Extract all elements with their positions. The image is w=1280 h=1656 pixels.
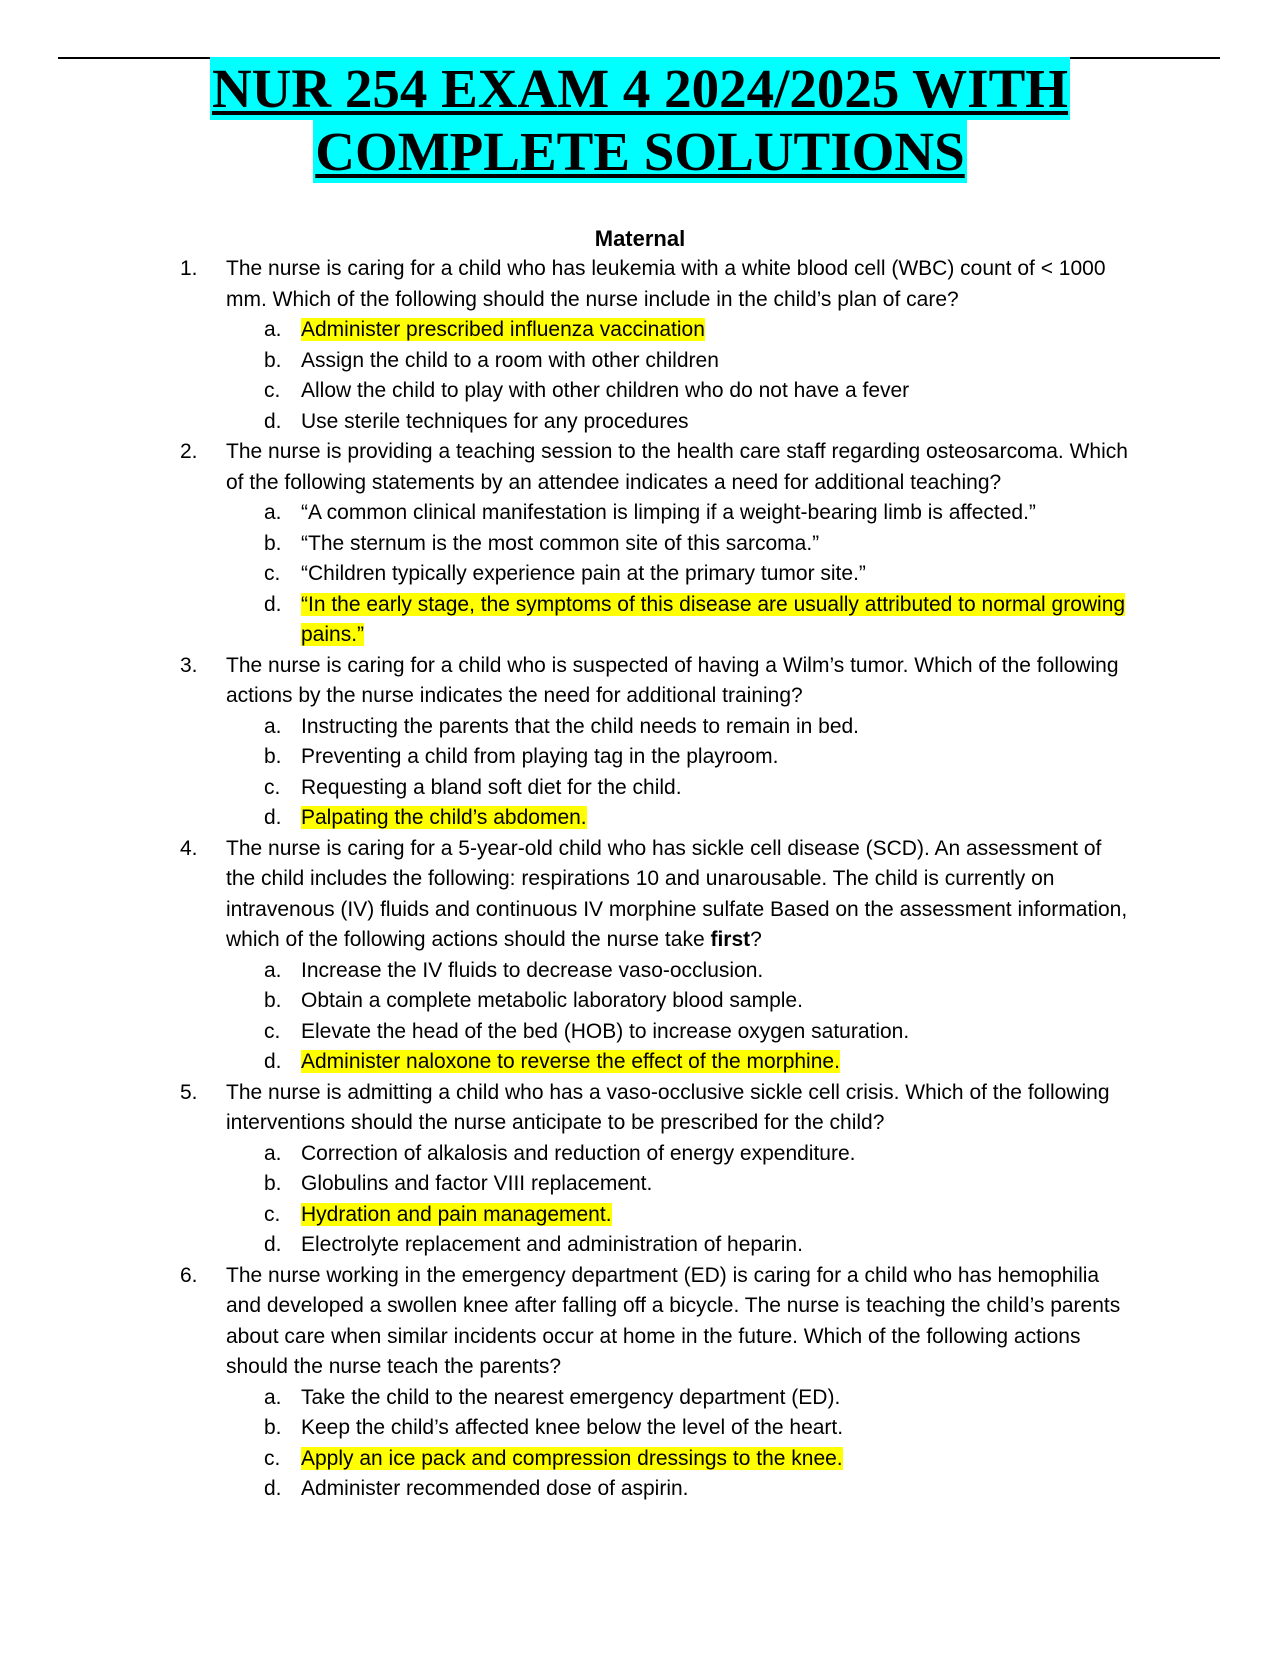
- option-text: “A common clinical manifestation is limping if a weight-bearing limb is affected.”: [301, 501, 1036, 524]
- option-d: [226, 1230, 1130, 1261]
- option-text: Electrolyte replacement and administration of heparin.: [301, 1233, 803, 1256]
- option-d: [226, 1474, 1130, 1505]
- option-letter: a.: [264, 501, 282, 524]
- question-emphasis: first: [710, 928, 751, 951]
- option-text: Assign the child to a room with other children: [301, 348, 719, 372]
- option-list: [226, 498, 1130, 651]
- option-text: Globulins and factor VIII replacement.: [301, 1172, 653, 1195]
- option-letter: d.: [264, 1050, 282, 1073]
- option-a: [226, 1383, 1130, 1414]
- question-text: The nurse is caring for a child who has leukemia with a white blood cell (WBC) count of < 1000 mm. Which of the following should the nurse include in the child’s plan of care?: [226, 257, 1106, 311]
- option-letter: b.: [264, 989, 282, 1012]
- option-text: Requesting a bland soft diet for the child.: [301, 775, 682, 799]
- title-line-2: COMPLETE SOLUTIONS: [315, 121, 965, 182]
- question-number: 2.: [180, 440, 198, 463]
- option-a: [226, 712, 1130, 743]
- title-line-1: NUR 254 EXAM 4 2024/2025 WITH: [211, 58, 1069, 119]
- option-list: [226, 315, 1130, 437]
- option-letter: b.: [264, 1172, 282, 1195]
- option-b: [226, 742, 1130, 773]
- question-5: [180, 1078, 1130, 1261]
- option-text-answer: Administer prescribed influenza vaccination: [301, 318, 705, 341]
- question-number: 5.: [180, 1080, 198, 1104]
- option-letter: c.: [264, 379, 281, 402]
- option-text: “Children typically experience pain at the primary tumor site.”: [301, 562, 866, 585]
- option-letter: c.: [264, 1019, 281, 1043]
- option-text: Increase the IV fluids to decrease vaso-occlusion.: [301, 958, 764, 982]
- option-text: Allow the child to play with other children who do not have a fever: [301, 379, 910, 402]
- option-text: Elevate the head of the bed (HOB) to increase oxygen saturation.: [301, 1019, 910, 1043]
- option-c: [226, 1200, 1130, 1231]
- question-text: The nurse is providing a teaching session to the health care staff regarding osteosarcoma. Which of the following statements by an attendee indicates a need for additional teaching?: [226, 440, 1128, 494]
- option-a: [226, 1139, 1130, 1170]
- option-letter: c.: [264, 1202, 281, 1226]
- question-text: The nurse working in the emergency department (ED) is caring for a child who has hemophilia and developed a swollen knee after falling off a bicycle. The nurse is teaching the child’s parents about care when similar incidents occur at home in the future. Which of the following actions should the nurse teach the parents?: [226, 1263, 1121, 1378]
- option-c: [226, 559, 1130, 590]
- question-number: 4.: [180, 836, 198, 860]
- question-text: The nurse is caring for a child who is suspected of having a Wilm’s tumor. Which of the following actions by the nurse indicates the need for additional training?: [226, 653, 1119, 707]
- question-number: 3.: [180, 653, 198, 677]
- option-c: [226, 1017, 1130, 1048]
- question-3: [180, 651, 1130, 834]
- option-letter: a.: [264, 318, 282, 341]
- option-d: [226, 1047, 1130, 1078]
- question-2: [180, 437, 1130, 651]
- option-letter: d.: [264, 1477, 282, 1500]
- section-heading: Maternal: [594, 226, 686, 251]
- question-text: The nurse is admitting a child who has a vaso-occlusive sickle cell crisis. Which of the following interventions should the nurse anticipate to be prescribed for the child?: [226, 1080, 1110, 1134]
- option-a: [226, 498, 1130, 529]
- option-d: [226, 590, 1130, 651]
- option-text-answer: Hydration and pain management.: [301, 1202, 612, 1226]
- option-letter: c.: [264, 562, 281, 585]
- option-letter: a.: [264, 1385, 282, 1409]
- option-b: [226, 1413, 1130, 1444]
- option-list: [226, 712, 1130, 834]
- question-6: [180, 1261, 1130, 1505]
- option-letter: d.: [264, 409, 282, 433]
- option-letter: a.: [264, 958, 282, 982]
- option-text: “The sternum is the most common site of this sarcoma.”: [301, 531, 820, 555]
- option-letter: a.: [264, 1141, 282, 1165]
- option-text-answer: “In the early stage, the symptoms of this disease are usually attributed to normal growing pains.”: [301, 592, 1126, 646]
- option-text: Instructing the parents that the child needs to remain in bed.: [301, 714, 860, 738]
- option-letter: d.: [264, 806, 282, 829]
- option-letter: b.: [264, 531, 282, 555]
- option-a: [226, 956, 1130, 987]
- option-text-answer: Administer naloxone to reverse the effect of the morphine.: [301, 1050, 840, 1073]
- option-c: [226, 376, 1130, 407]
- option-b: [226, 1169, 1130, 1200]
- question-number: 1.: [180, 257, 198, 280]
- option-list: [226, 956, 1130, 1078]
- option-letter: d.: [264, 1233, 282, 1256]
- question-list: [180, 254, 1130, 1505]
- option-d: [226, 407, 1130, 438]
- option-text: Correction of alkalosis and reduction of energy expenditure.: [301, 1141, 856, 1165]
- option-letter: b.: [264, 348, 282, 372]
- document-title: [0, 57, 1280, 183]
- option-text: Preventing a child from playing tag in the playroom.: [301, 745, 779, 768]
- option-c: [226, 773, 1130, 804]
- option-a: [226, 315, 1130, 346]
- option-letter: b.: [264, 1416, 282, 1439]
- option-letter: d.: [264, 592, 282, 616]
- option-b: [226, 346, 1130, 377]
- option-text-answer: Palpating the child’s abdomen.: [301, 806, 587, 829]
- question-number: 6.: [180, 1263, 198, 1287]
- option-text: Obtain a complete metabolic laboratory blood sample.: [301, 989, 803, 1012]
- question-text: The nurse is caring for a 5-year-old child who has sickle cell disease (SCD). An assessment of the child includes the following: respirations 10 and unarousable. The child is currently on intravenous (IV) fluids and continuous IV morphine sulfate Based on the assessment information, which of the following actions should the nurse take: [226, 836, 1128, 951]
- option-text: Administer recommended dose of aspirin.: [301, 1477, 689, 1500]
- option-text: Keep the child’s affected knee below the level of the heart.: [301, 1416, 844, 1439]
- option-c: [226, 1444, 1130, 1475]
- option-list: [226, 1139, 1130, 1261]
- option-b: [226, 986, 1130, 1017]
- question-4: [180, 834, 1130, 1078]
- option-list: [226, 1383, 1130, 1505]
- option-text-answer: Apply an ice pack and compression dressings to the knee.: [301, 1446, 843, 1470]
- option-letter: c.: [264, 775, 281, 799]
- question-text-tail: ?: [750, 928, 762, 951]
- option-letter: a.: [264, 714, 282, 738]
- option-text: Use sterile techniques for any procedures: [301, 409, 689, 433]
- option-d: [226, 803, 1130, 834]
- option-text: Take the child to the nearest emergency department (ED).: [301, 1385, 841, 1409]
- option-b: [226, 529, 1130, 560]
- option-letter: c.: [264, 1446, 281, 1470]
- option-letter: b.: [264, 745, 282, 768]
- question-1: [180, 254, 1130, 437]
